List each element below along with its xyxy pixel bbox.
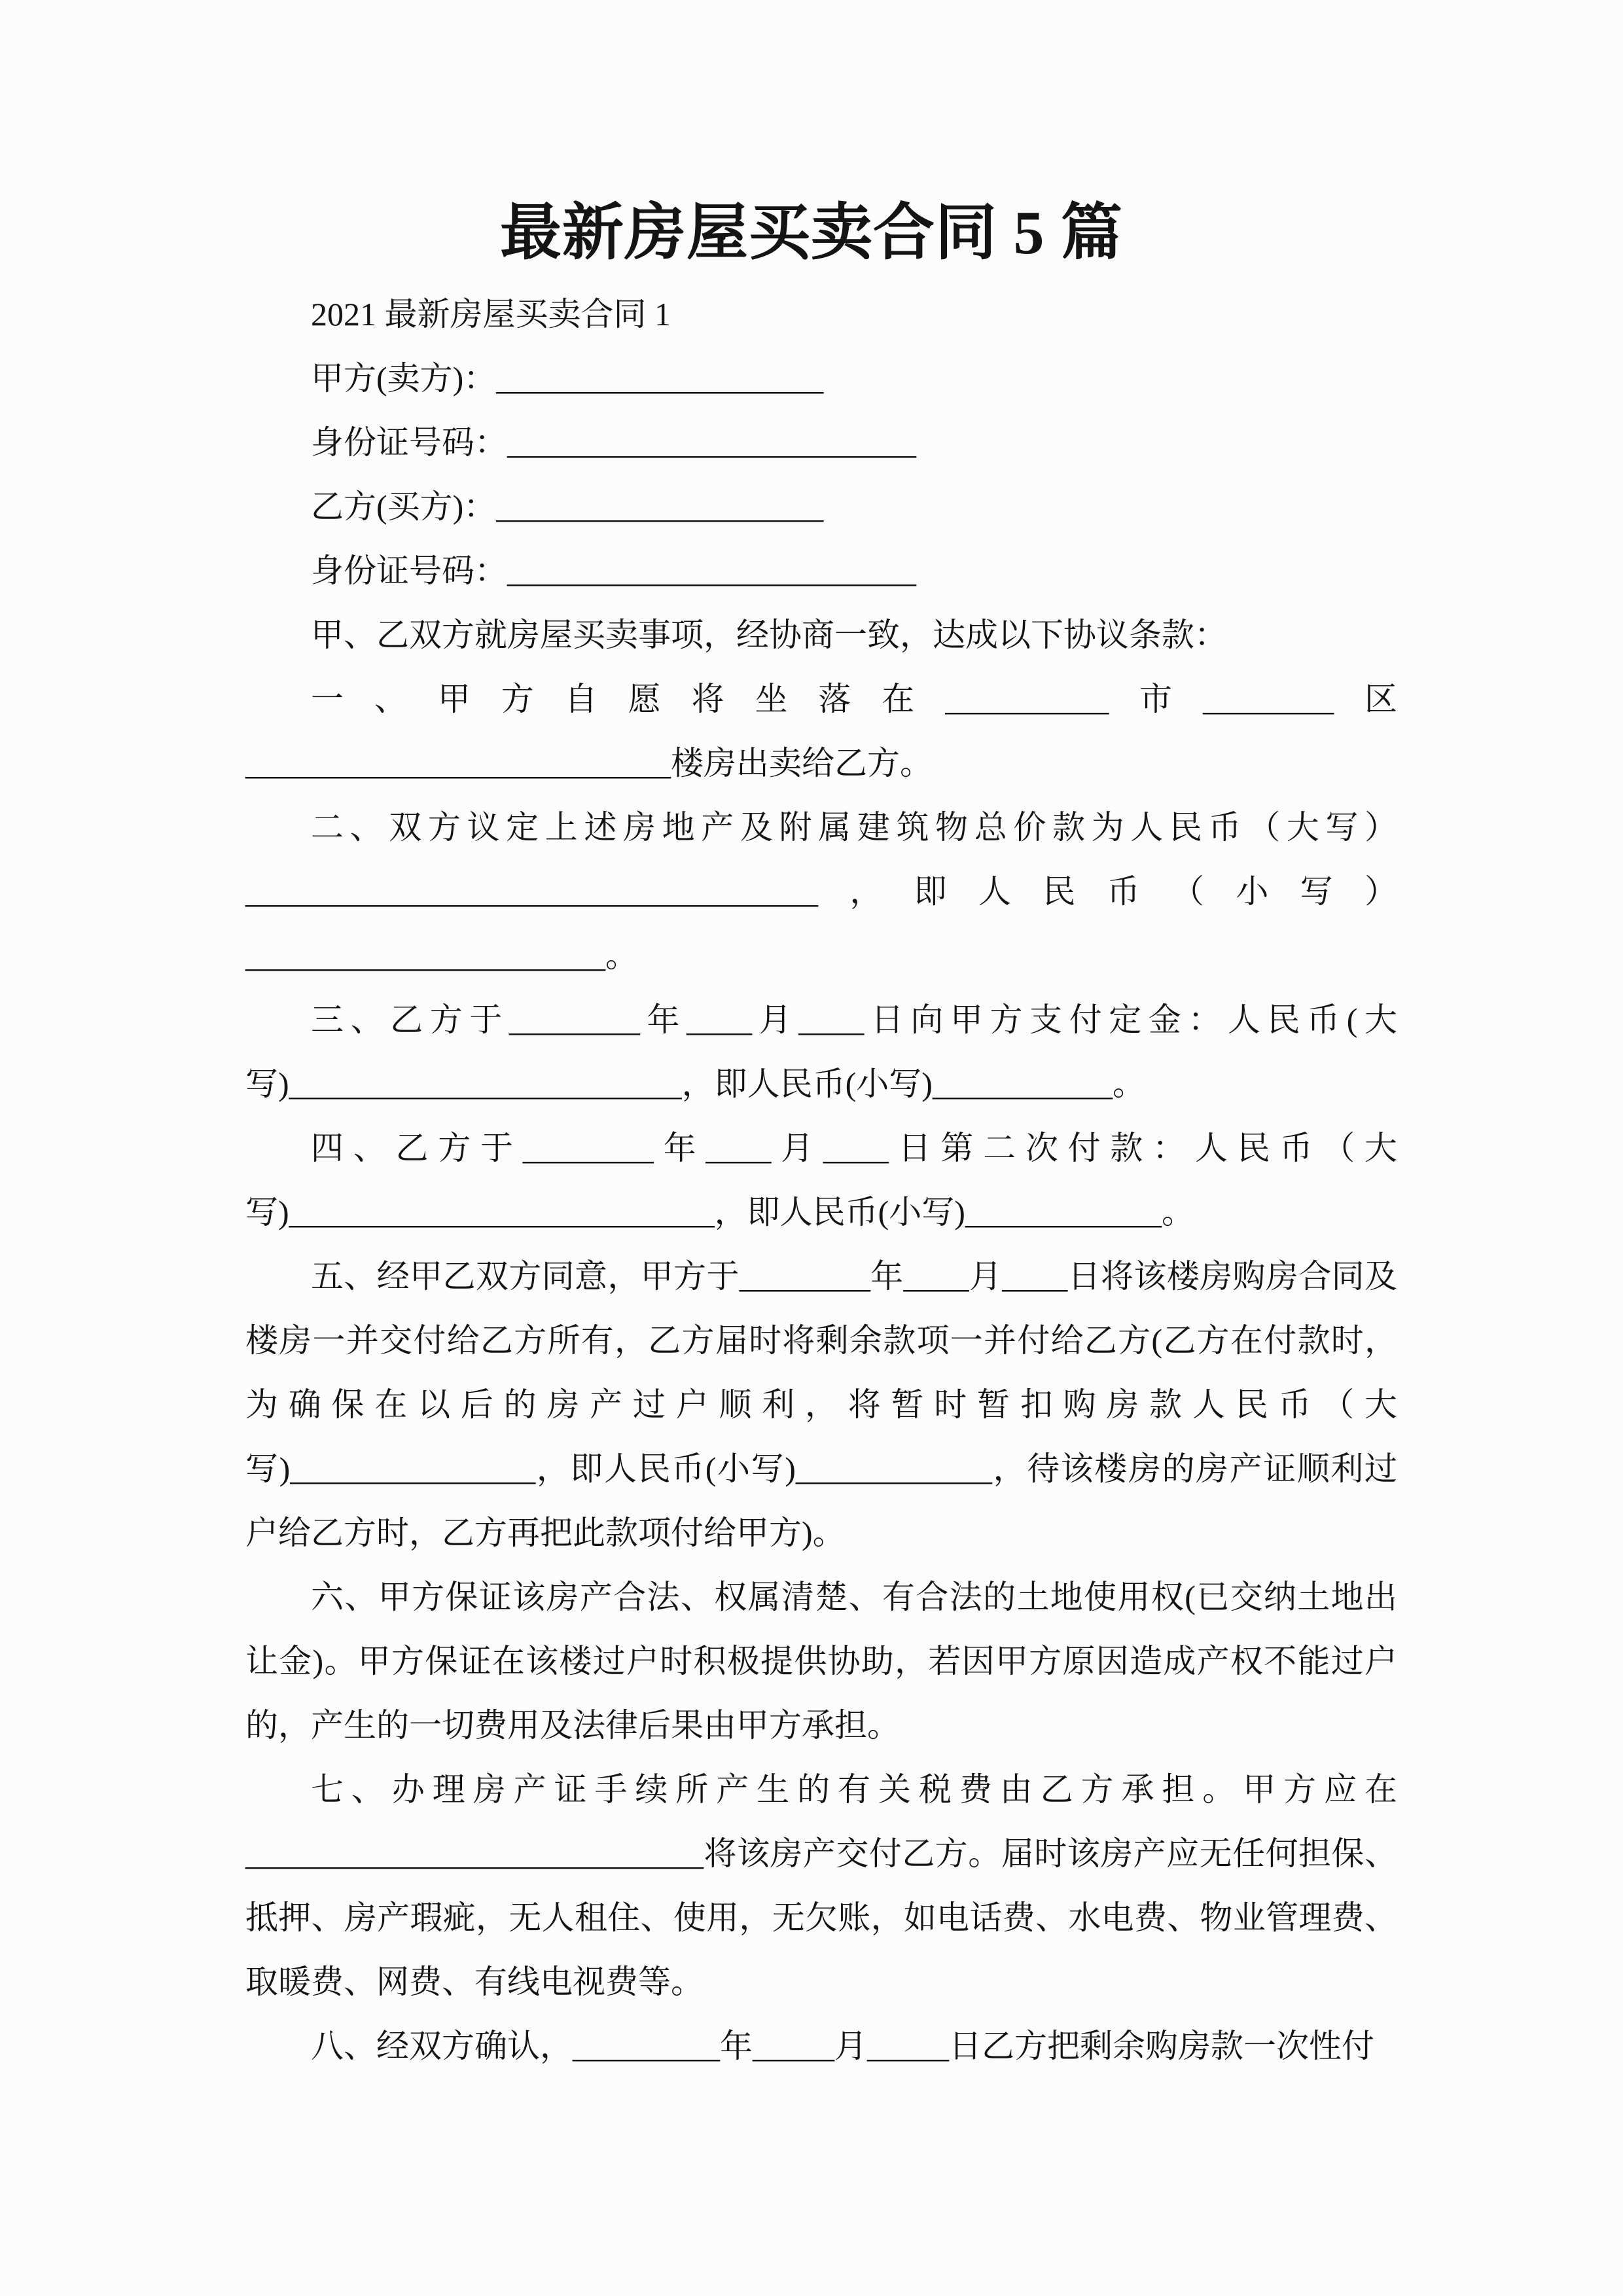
document-title: 最新房屋买卖合同 5 篇 (499, 199, 1123, 267)
clause-8-final-payment: 八、经双方确认，_________年_____月_____日乙方把剩余购房款一次性付 (311, 2028, 1374, 2064)
clause-7-taxes-fees: 七、办理房产证手续所产生的有关税费由乙方承担。甲方应在____________________________将该房产交付乙方。届时该房产应无任何担保、抵押、房产瑕疵，无人租住、使用，无欠账，如电话费、水电费、物业管理费、取暖费、网费、有线电视费等。 (245, 1771, 1397, 2000)
field-id-number-a: 身份证号码：_________________________ (311, 424, 916, 461)
clause-4-second-payment: 四、乙方于________年____月____日第二次付款：人民币（大写)__________________________，即人民币(小写)____________。 (245, 1130, 1397, 1230)
clause-3-deposit: 三、乙方于________年____月____日向甲方支付定金：人民币(大写)________________________，即人民币(小写)___________。 (245, 1001, 1397, 1102)
field-id-number-b: 身份证号码：_________________________ (311, 552, 916, 589)
clause-2-total-price: 二、双方议定上述房地产及附属建筑物总价款为人民币（大写）___________________________________，即人民币（小写）______________________。 (245, 809, 1397, 974)
clause-5-handover: 五、经甲乙双方同意，甲方于________年____月____日将该楼房购房合同及楼房一并交付给乙方所有，乙方届时将剩余款项一并付给乙方(乙方在付款时，为确保在以后的房产过户顺利，将暂时暂扣购房款人民币（大写)_______________，即人民币(小写)____________，待该楼房的房产证顺利过户给乙方时，乙方再把此款项付给甲方)。 (245, 1258, 1397, 1551)
field-party-a-seller: 甲方(卖方)：____________________ (311, 360, 824, 397)
clause-1-location: 一、甲方自愿将坐落在__________市________区__________________________楼房出卖给乙方。 (245, 681, 1397, 781)
field-party-b-buyer: 乙方(买方)：____________________ (311, 488, 824, 525)
clause-6-guarantee: 六、甲方保证该房产合法、权属清楚、有合法的土地使用权(已交纳土地出让金)。甲方保证在该楼过户时积极提供协助，若因甲方原因造成产权不能过户的，产生的一切费用及法律后果由甲方承担。 (245, 1579, 1397, 1744)
subtitle-contract-1: 2021 最新房屋买卖合同 1 (311, 296, 671, 332)
document-body (245, 282, 1397, 2078)
clause-preamble: 甲、乙双方就房屋买卖事项，经协商一致，达成以下协议条款： (311, 617, 1227, 653)
